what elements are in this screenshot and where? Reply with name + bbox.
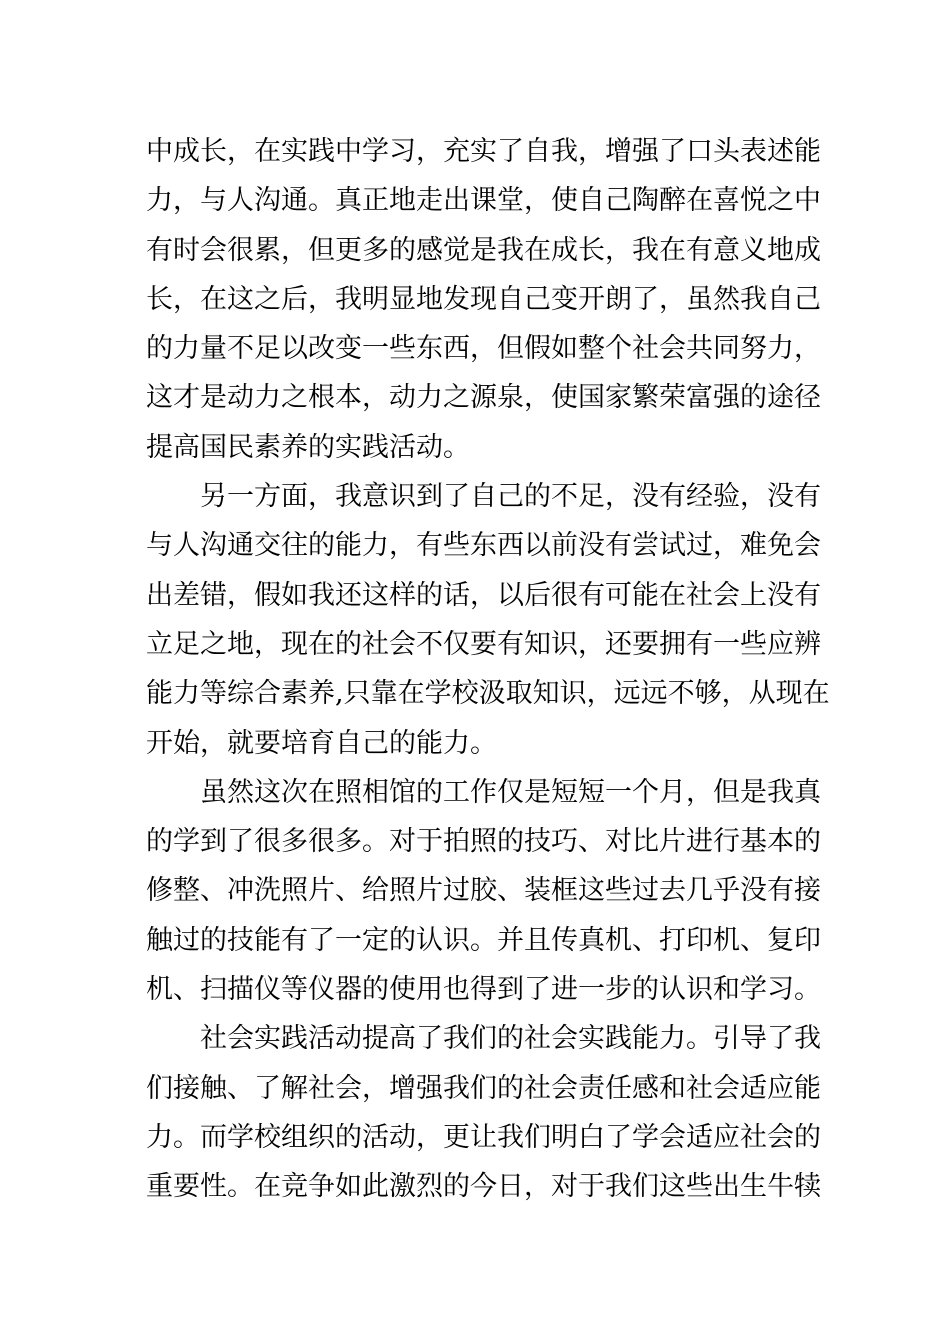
text-line: 力，与人沟通。真正地走出课堂，使自己陶醉在喜悦之中 <box>146 185 821 217</box>
paragraph <box>146 768 821 1014</box>
paragraph <box>146 1014 821 1211</box>
text-line: 有时会很累，但更多的感觉是我在成长，我在有意义地成 <box>146 234 821 266</box>
paragraph <box>146 127 821 472</box>
text-line: 虽然这次在照相馆的工作仅是短短一个月，但是我真 <box>200 776 821 808</box>
text-line: 机、扫描仪等仪器的使用也得到了进一步的认识和学习。 <box>146 974 821 1006</box>
text-line: 开始，就要培育自己的能力。 <box>146 727 497 759</box>
text-line: 另一方面，我意识到了自己的不足，没有经验，没有 <box>200 481 821 513</box>
text-line: 们接触、了解社会，增强我们的社会责任感和社会适应能 <box>146 1072 821 1104</box>
text-line: 触过的技能有了一定的认识。并且传真机、打印机、复印 <box>146 924 821 956</box>
text-line: 立足之地，现在的社会不仅要有知识，还要拥有一些应辨 <box>146 628 821 660</box>
text-line: 重要性。在竞争如此激烈的今日，对于我们这些出生牛犊 <box>146 1171 821 1203</box>
paragraph <box>146 472 830 768</box>
text-line: 的学到了很多很多。对于拍照的技巧、对比片进行基本的 <box>146 826 821 858</box>
text-line: 社会实践活动提高了我们的社会实践能力。引导了我 <box>200 1023 821 1055</box>
text-line: 的力量不足以改变一些东西，但假如整个社会共同努力， <box>146 333 821 365</box>
text-line: 能力等综合素养,只靠在学校汲取知识，远远不够，从现在 <box>146 678 830 710</box>
text-line: 出差错，假如我还这样的话，以后很有可能在社会上没有 <box>146 579 821 611</box>
text-line: 修整、冲洗照片、给照片过胶、装框这些过去几乎没有接 <box>146 875 821 907</box>
text-line: 这才是动力之根本，动力之源泉，使国家繁荣富强的途径 <box>146 382 821 414</box>
text-line: 提高国民素养的实践活动。 <box>146 431 470 463</box>
document-body <box>146 127 830 1212</box>
text-line: 与人沟通交往的能力，有些东西以前没有尝试过，难免会 <box>146 530 821 562</box>
text-line: 力。而学校组织的活动，更让我们明白了学会适应社会的 <box>146 1121 821 1153</box>
text-line: 长，在这之后，我明显地发现自己变开朗了，虽然我自己 <box>146 283 821 315</box>
text-line: 中成长，在实践中学习，充实了自我，增强了口头表述能 <box>146 136 821 167</box>
